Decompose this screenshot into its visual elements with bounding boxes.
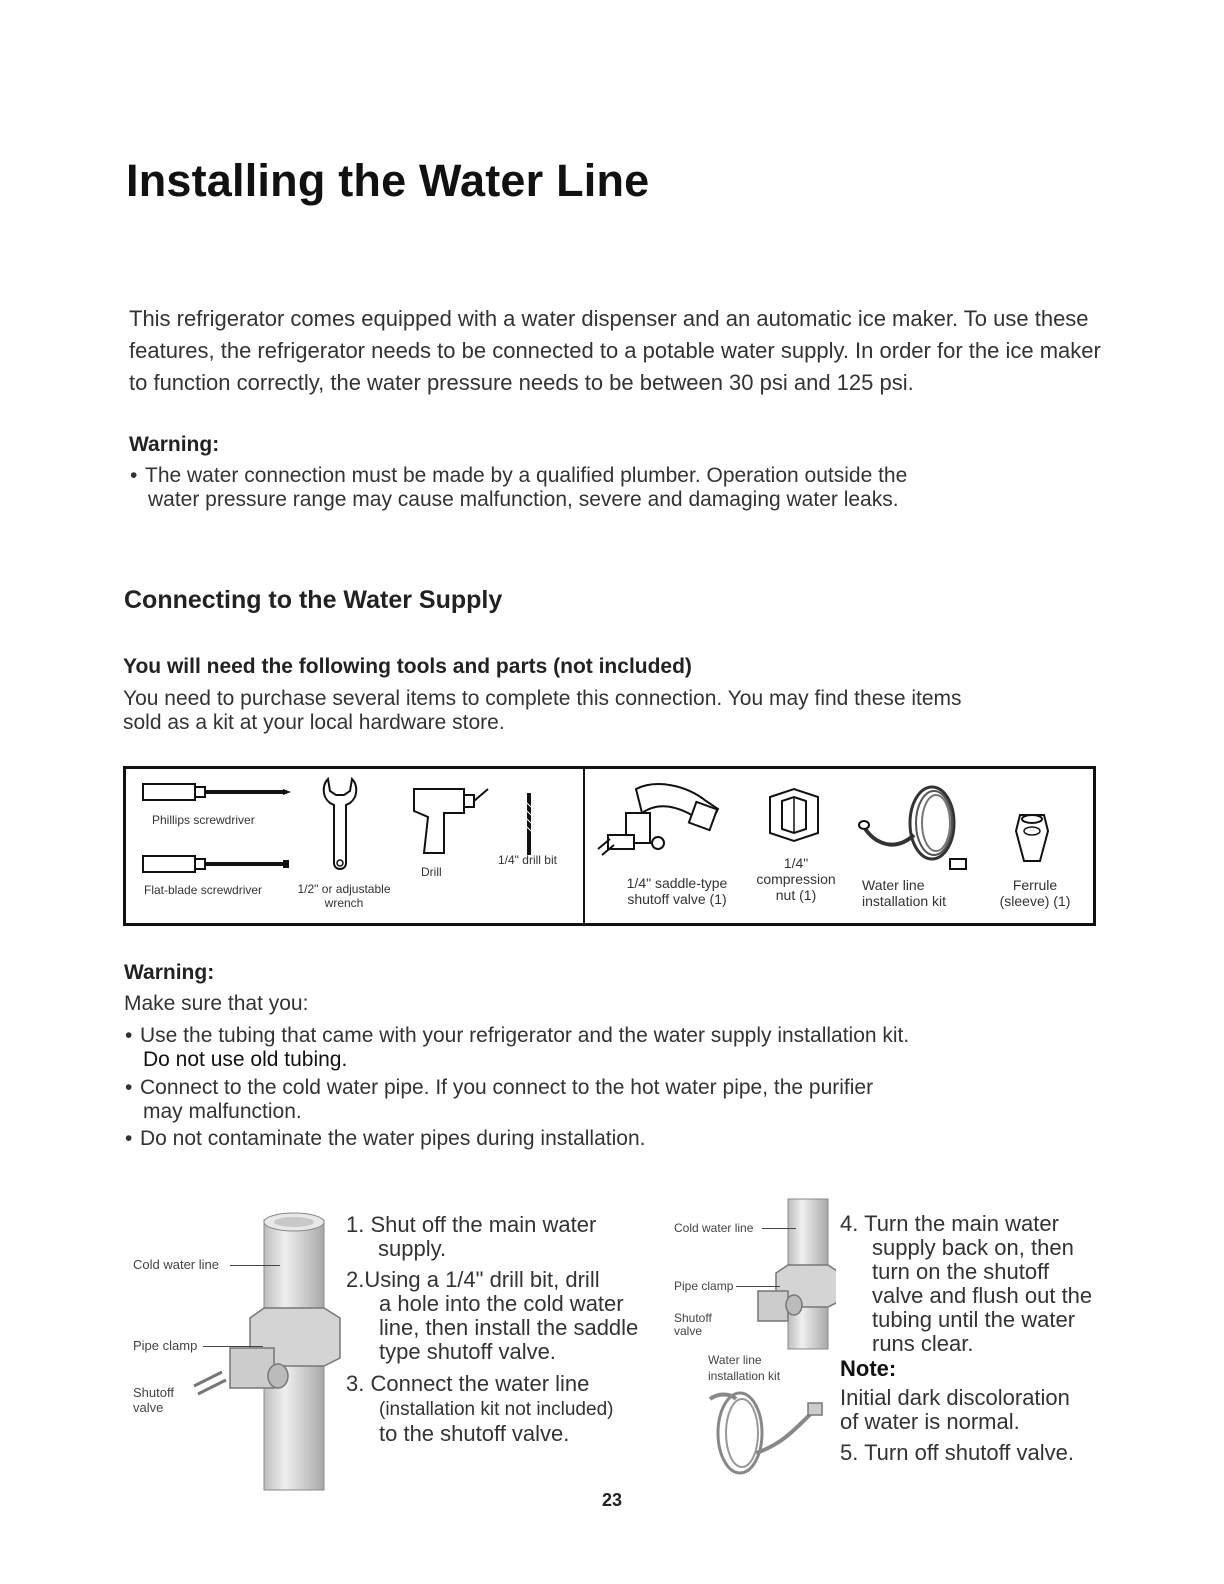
ferrule-icon	[1012, 809, 1052, 869]
compression-nut-label-line: compression	[756, 871, 836, 887]
tools-parts-box	[123, 766, 1096, 926]
phillips-screwdriver-icon	[142, 781, 292, 805]
wrench-label-line: wrench	[324, 896, 364, 910]
callout-line	[736, 1286, 780, 1287]
step-text: .Using a 1/4" drill bit, drill	[358, 1267, 600, 1292]
warning2-heading: Warning:	[124, 961, 215, 984]
saddle-valve-label	[602, 875, 752, 907]
note-heading: Note:	[840, 1356, 897, 1381]
warning2-bullet-line: Do not contaminate the water pipes during installation.	[140, 1127, 646, 1150]
drill-label: Drill	[421, 865, 442, 879]
note-text-line: Initial dark discoloration	[840, 1385, 1070, 1410]
right-pipe-clamp-label: Pipe clamp	[674, 1279, 734, 1293]
step-4	[840, 1212, 1092, 1356]
saddle-valve-label-line: 1/4" saddle-type	[626, 875, 728, 891]
step-text: supply.	[378, 1236, 447, 1261]
right-kit-label-line: Water line	[708, 1353, 762, 1367]
right-shutoff-label-line: valve	[674, 1324, 703, 1338]
step-text: a hole into the cold water	[379, 1291, 624, 1316]
bullet-dot: •	[125, 1024, 133, 1047]
right-kit-label	[708, 1352, 780, 1384]
warning2-bullet-line: may malfunction.	[143, 1100, 302, 1123]
step-number: 2	[346, 1267, 359, 1292]
note-text	[840, 1386, 1070, 1434]
compression-nut-label-line: nut (1)	[775, 887, 817, 903]
warning2-intro: Make sure that you:	[124, 992, 309, 1015]
wrench-icon	[320, 775, 360, 875]
warning2-bullet	[125, 1076, 874, 1124]
step-text: Turn the main water	[864, 1211, 1059, 1236]
compression-nut-label	[746, 855, 846, 903]
compression-nut-icon	[766, 787, 822, 843]
flatblade-label: Flat-blade screwdriver	[144, 883, 263, 897]
warning2-bullet	[125, 1024, 910, 1072]
wrench-label-line: 1/2" or adjustable	[297, 882, 391, 896]
step-text: . Connect the water line	[358, 1371, 590, 1396]
warning2-bullet-line: Use the tubing that came with your refrigerator and the water supply installation kit.	[140, 1024, 910, 1047]
left-cold-water-label: Cold water line	[133, 1257, 219, 1272]
water-line-kit-label	[862, 877, 946, 909]
right-kit-label-line: installation kit	[708, 1369, 781, 1383]
step-text: tubing until the water	[872, 1307, 1076, 1332]
tools-intro	[123, 687, 962, 735]
step-text: (installation kit not included)	[379, 1399, 614, 1420]
bullet-dot: •	[125, 1127, 133, 1150]
page-title: Installing the Water Line	[126, 155, 650, 206]
water-line-kit-label-line: installation kit	[862, 893, 947, 909]
bullet-dot: •	[130, 464, 138, 487]
saddle-valve-label-line: shutoff valve (1)	[627, 891, 727, 907]
wrench-label	[289, 882, 399, 910]
tools-divider	[583, 769, 585, 923]
right-pipe-diagram	[696, 1193, 836, 1483]
step-number: 3	[346, 1371, 359, 1396]
drill-icon	[410, 783, 490, 857]
section-heading: Connecting to the Water Supply	[124, 586, 503, 614]
drill-bit-icon	[524, 793, 534, 855]
left-shutoff-label-line: valve	[133, 1400, 164, 1415]
left-shutoff-label	[133, 1385, 174, 1415]
left-pipe-clamp-label: Pipe clamp	[133, 1338, 198, 1353]
ferrule-label	[990, 877, 1080, 909]
water-line-kit-label-line: Water line	[862, 877, 925, 893]
right-shutoff-label-line: Shutoff	[674, 1311, 712, 1325]
right-cold-water-label: Cold water line	[674, 1221, 754, 1235]
callout-line	[762, 1228, 796, 1229]
warning2-bullet-line: Connect to the cold water pipe. If you connect to the hot water pipe, the purifier	[140, 1076, 874, 1099]
warning-bullet	[130, 464, 908, 512]
step-2	[346, 1268, 638, 1364]
right-shutoff-label	[674, 1312, 712, 1338]
water-line-kit-icon	[854, 783, 974, 873]
ferrule-label-line: (sleeve) (1)	[999, 893, 1071, 909]
step-text: line, then install the saddle	[379, 1315, 639, 1340]
phillips-label: Phillips screwdriver	[152, 813, 255, 827]
left-pipe-diagram	[190, 1208, 350, 1493]
left-shutoff-label-line: Shutoff	[133, 1385, 174, 1400]
step-number: 1.	[346, 1212, 365, 1237]
warning-bullet-line: The water connection must be made by a qualified plumber. Operation outside the	[145, 464, 908, 487]
flatblade-screwdriver-icon	[142, 853, 292, 877]
compression-nut-label-line: 1/4"	[783, 855, 809, 871]
tools-intro-line: You need to purchase several items to complete this connection. You may find these items	[123, 687, 962, 710]
step-text: Shut off the main water	[370, 1212, 597, 1237]
warning-bullet-line: water pressure range may cause malfunction, severe and damaging water leaks.	[148, 488, 899, 511]
intro-paragraph: This refrigerator comes equipped with a water dispenser and an automatic ice maker. To use these features, the refrigerator needs to be connected to a potable water supply. In order for the ice maker to function correctly, the water pressure needs to be between 30 psi and 125 psi.	[129, 306, 1101, 395]
step-1	[346, 1213, 596, 1261]
step-text: type shutoff valve.	[379, 1339, 556, 1364]
warning-heading: Warning:	[129, 433, 220, 456]
step-text: runs clear.	[872, 1331, 974, 1356]
step-5: 5. Turn off shutoff valve.	[840, 1440, 1074, 1465]
step-text: to the shutoff valve.	[379, 1421, 570, 1446]
step-text: supply back on, then	[872, 1235, 1074, 1260]
warning2-bullet-line: Do not use old tubing.	[143, 1048, 348, 1071]
step-3	[346, 1372, 613, 1446]
tools-subheading: You will need the following tools and parts (not included)	[123, 655, 692, 678]
warning2-bullet	[125, 1127, 646, 1151]
tools-intro-line: sold as a kit at your local hardware store.	[123, 711, 505, 734]
page-number: 23	[601, 1490, 623, 1510]
step-text: valve and flush out the	[872, 1283, 1093, 1308]
note-text-line: of water is normal.	[840, 1409, 1020, 1434]
callout-line	[230, 1265, 280, 1266]
bullet-dot: •	[125, 1076, 133, 1099]
step-number: 4.	[840, 1211, 859, 1236]
drill-bit-label: 1/4" drill bit	[498, 853, 557, 867]
callout-line	[203, 1346, 263, 1347]
step-text: turn on the shutoff	[872, 1259, 1049, 1284]
ferrule-label-line: Ferrule	[1012, 877, 1058, 893]
saddle-valve-icon	[596, 779, 726, 869]
